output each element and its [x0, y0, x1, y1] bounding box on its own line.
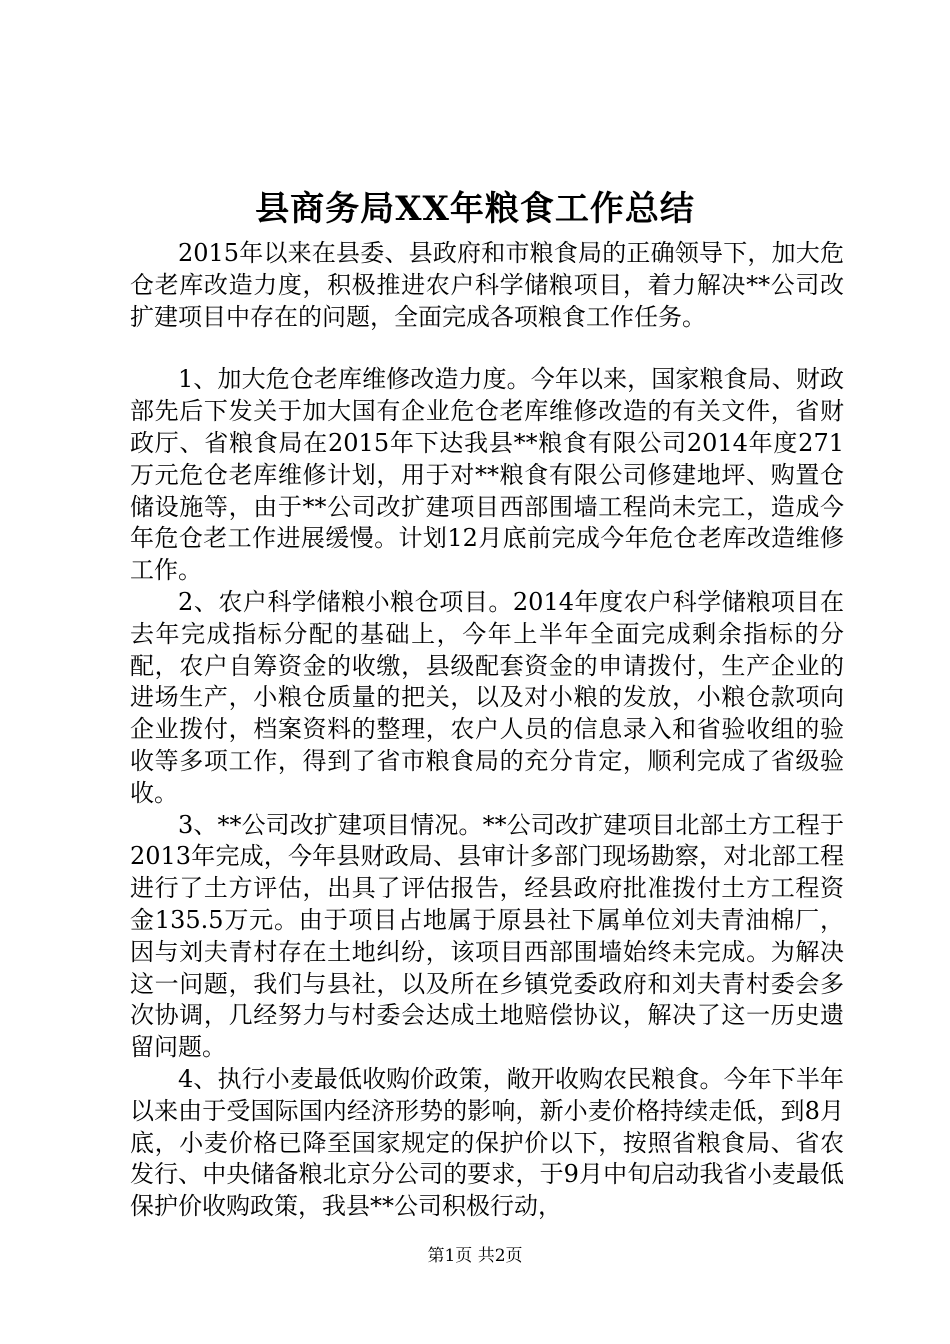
- section-3-paragraph: 3、**公司改扩建项目情况。**公司改扩建项目北部土方工程于2013年完成，今年县财政局、县审计多部门现场勘察，对北部工程进行了土方评估，出具了评估报告，经县政府批准拨付土方工程资金135.5万元。由于项目占地属于原县社下属单位刘夫青油棉厂，因与刘夫青村存在土地纠纷，该项目西部围墙始终未完成。为解决这一问题，我们与县社，以及所在乡镇党委政府和刘夫青村委会多次协调，几经努力与村委会达成土地赔偿协议，解决了这一历史遗留问题。: [130, 810, 844, 1062]
- section-4-paragraph: 4、执行小麦最低收购价政策，敞开收购农民粮食。今年下半年以来由于受国际国内经济形势的影响，新小麦价格持续走低，到8月底，小麦价格已降至国家规定的保护价以下，按照省粮食局、省农发行、中央储备粮北京分公司的要求，于9月中旬启动我省小麦最低保护价收购政策，我县**公司积极行动，: [130, 1064, 844, 1221]
- document-title: 县商务局XX年粮食工作总结: [255, 189, 695, 229]
- intro-paragraph: 2015年以来在县委、县政府和市粮食局的正确领导下，加大危仓老库改造力度，积极推进农户科学储粮项目，着力解决**公司改扩建项目中存在的问题，全面完成各项粮食工作任务。: [130, 239, 844, 331]
- section-1-paragraph: 1、加大危仓老库维修改造力度。今年以来，国家粮食局、财政部先后下发关于加大国有企业危仓老库维修改造的有关文件，省财政厅、省粮食局在2015年下达我县**粮食有限公司2014年度271万元危仓老库维修计划，用于对**粮食有限公司修建地坪、购置仓储设施等，由于**公司改扩建项目西部围墙工程尚未完工，造成今年危仓老工作进展缓慢。计划12月底前完成今年危仓老库改造维修工作。: [130, 365, 844, 585]
- document-body: [130, 238, 844, 1223]
- section-2-paragraph: 2、农户科学储粮小粮仓项目。2014年度农户科学储粮项目在去年完成指标分配的基础上，今年上半年全面完成剩余指标的分配，农户自筹资金的收缴，县级配套资金的申请拨付，生产企业的进场生产，小粮仓质量的把关，以及对小粮的发放，小粮仓款项向企业拨付，档案资料的整理，农户人员的信息录入和省验收组的验收等多项工作，得到了省市粮食局的充分肯定，顺利完成了省级验收。: [130, 587, 844, 807]
- page-number-footer: 第1页 共2页: [427, 1246, 523, 1266]
